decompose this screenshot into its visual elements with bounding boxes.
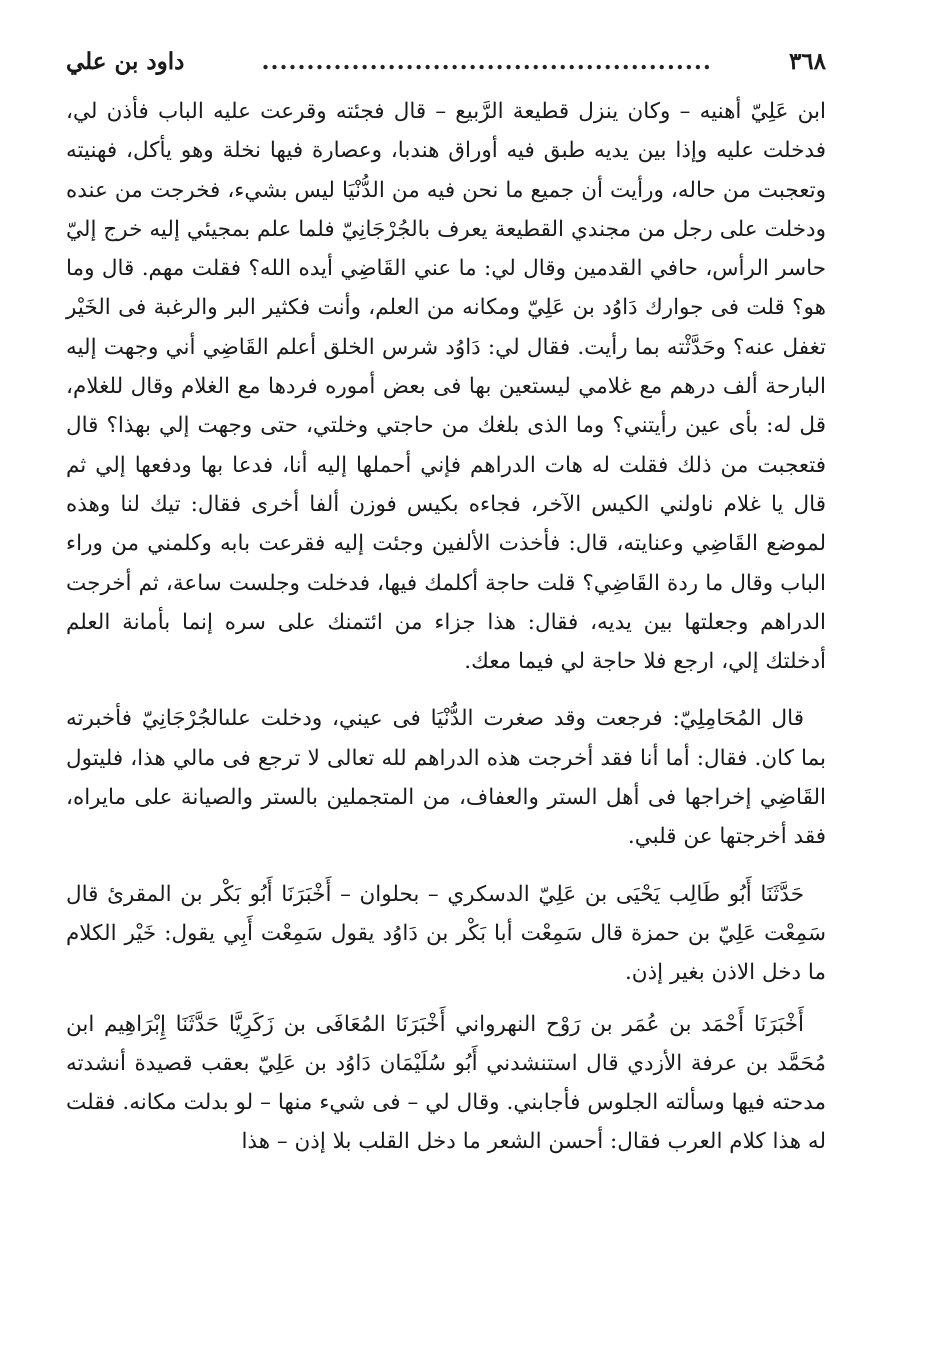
- dot-leader: ..................................................: [261, 48, 712, 75]
- running-head: [66, 48, 826, 92]
- paragraph-4: أَخْبَرَنَا أَحْمَد بن عُمَر بن رَوْح النهرواني أَخْبَرَنَا المُعَافَى بن زَكَرِيَّا حَدَّثَنَا إِبْرَاهِيم ابن مُحَمَّد بن عرفة الأزدي قال استنشدني أَبُو سُلَيْمَان دَاوُد بن عَلِيّ بعقب قصيدة أنشدته مدحته فيها وسألته الجلوس فأجابني. وقال لي – فى شيء منها – لو بدلت مكانه. فقلت له هذا كلام العرب فقال: أحسن الشعر ما دخل القلب بلا إذن – هذا: [66, 1011, 826, 1155]
- paragraph-spacer: [66, 993, 826, 1005]
- paragraph-spacer: [66, 681, 826, 699]
- paragraph-spacer: [66, 857, 826, 875]
- chapter-title: داود بن علي: [66, 48, 185, 75]
- page-number: ٣٦٨: [788, 48, 826, 75]
- paragraph-3: حَدَّثَنَا أَبُو طَالِب يَحْيَى بن عَلِيّ الدسكري – بحلوان – أَخْبَرَنَا أَبُو بَكْر بن المقرئ قال سَمِعْت عَلِيّ بن حمزة قال سَمِعْت أبا بَكْر بن دَاوُد يقول سَمِعْت أَبِي يقول: خَيْر الكلام ما دخل الاذن بغير إذن.: [66, 881, 826, 986]
- book-page: [66, 48, 826, 1162]
- paragraph-2: قال المُحَامِلِيّ: فرجعت وقد صغرت الدُّنْيَا فى عيني، ودخلت علىالجُرْجَانِيّ فأخبرته بما كان. فقال: أما أنا فقد أخرجت هذه الدراهم لله تعالى لا ترجع فى مالي هذا، فليتول القَاضِي إخراجها فى أهل الستر والعفاف، من المتجملين بالستر والصيانة على مايراه، فقد أخرجتها عن قلبي.: [66, 706, 826, 850]
- paragraph-1: ابن عَلِيّ أهنيه – وكان ينزل قطيعة الرَّبيع – قال فجئته وقرعت عليه الباب فأذن لي، فدخلت عليه وإذا بين يديه طبق فيه أوراق هندبا، وعصارة فيها نخلة وهو يأكل، فهنيته وتعجبت من حاله، ورأيت أن جميع ما نحن فيه من الدُّنْيَا ليس بشيء، فخرجت من عنده ودخلت على رجل من مجندي القطيعة يعرف بالجُرْجَانِيّ فلما علم بمجيئي إليه خرج إليّ حاسر الرأس، حافي القدمين وقال لي: ما عني القَاضِي أيده الله؟ فقلت مهم. قال وما هو؟ قلت فى جوارك دَاوُد بن عَلِيّ ومكانه من العلم، وأنت فكثير البر والرغبة فى الخَيْر تغفل عنه؟ وحَدَّثْته بما رأيت. فقال لي: دَاوُد شرس الخلق أعلم القَاضِي أني وجهت إليه البارحة ألف درهم مع غلامي ليستعين بها فى بعض أموره فردها مع الغلام وقال للغلام، قل له: بأى عين رأيتني؟ وما الذى بلغك من حاجتي وخلتي، حتى وجهت إلي بهذا؟ قال فتعجبت من ذلك فقلت له هات الدراهم فإني أحملها إليه أنا، فدعا بها ودفعها إلي ثم قال يا غلام ناولني الكيس الآخر، فجاءه بكيس فوزن ألفا أخرى فقال: تيك لنا وهذه لموضع القَاضِي وعنايته، قال: فأخذت الألفين وجئت إليه فقرعت بابه وكلمني من وراء الباب وقال ما ردة القَاضِي؟ قلت حاجة أكلمك فيها، فدخلت وجلست ساعة، ثم أخرجت الدراهم وجعلتها بين يديه، فقال: هذا جزاء من ائتمنك على سره إنما بأمانة العلم أدخلتك إلي، ارجع فلا حاجة لي فيما معك.: [66, 99, 826, 675]
